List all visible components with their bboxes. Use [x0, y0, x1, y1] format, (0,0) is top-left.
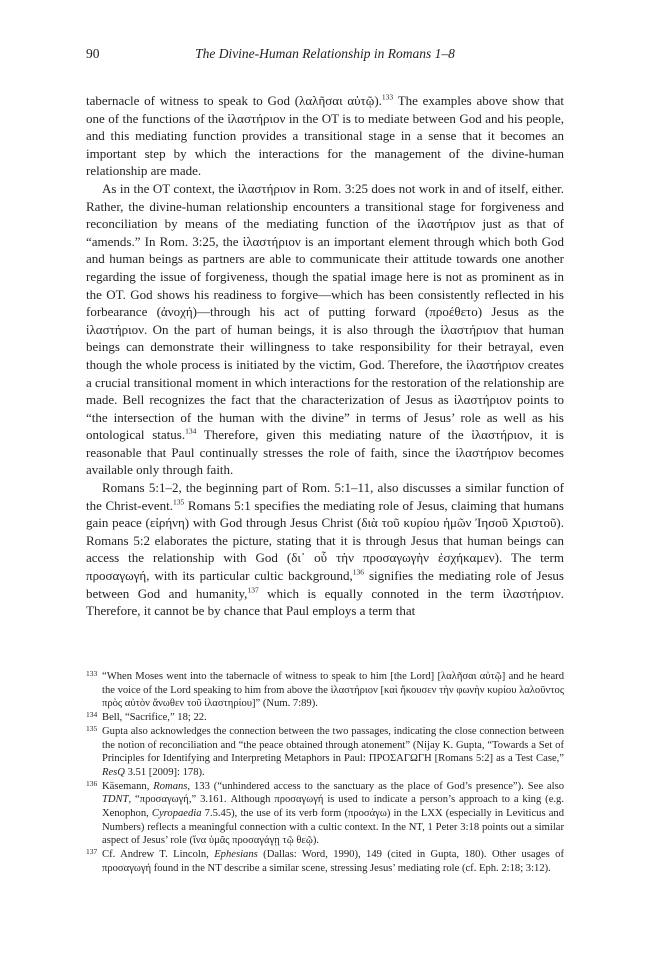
footnote-number: 134 [86, 710, 98, 720]
footnote-reference: 134 [185, 426, 197, 436]
italic-title: Romans [153, 780, 188, 792]
body-paragraph [86, 479, 564, 620]
running-head-title: The Divine-Human Relationship in Romans 1–8 [195, 46, 455, 61]
page-number: 90 [86, 46, 100, 61]
footnote [86, 711, 564, 725]
footnote-reference: 136 [352, 567, 365, 577]
text-run: Romans 5:1–2, the beginning part of Rom. 5:1–11, also discusses a similar function of the Christ-event. [86, 480, 564, 513]
footnote-reference: 137 [247, 585, 259, 595]
text-run: The examples above show that one of the functions of the ἱλαστήριον in the OT is to mediate between God and his people, and this mediating function provides a transitional stage in a sense that it becomes an important step by which the interactions for the management of the divine-human relationship are made. [86, 93, 564, 179]
text-run: Therefore, given this mediating nature of the ἱλαστήριον, it is reasonable that Paul continually stresses the role of faith, since the ἱλαστήριον becomes available only through faith. [86, 427, 564, 478]
main-text [86, 92, 564, 620]
text-run: Bell, “Sacrifice,” 18; 22. [102, 712, 207, 724]
text-run: , 133 (“unhindered access to the sanctuary as the place of God’s presence”). See also [187, 780, 564, 792]
text-run: tabernacle of witness to speak to God (λαλῆσαι αὐτῷ). [86, 93, 382, 108]
footnote [86, 670, 564, 711]
text-run: , “προσαγωγή,” 3.161. Although προσαγωγή is used to indicate a person’s approach to a king (e.g. Xenophon, [102, 794, 564, 820]
footnote-reference: 133 [381, 92, 394, 102]
text-run: 3.51 [2009]: 178). [124, 766, 205, 778]
footnote [86, 848, 564, 875]
text-run: 7.5.45), the use of its verb form (προσάγω) in the LXX (especially in Leviticus and Numbers) reflects a meaningful connection with a cultic context. In the NT, 1 Peter 3:18 points out a similar aspect of Jesus’ role (ἵνα ὑμᾶς προσαγάγῃ τῷ θεῷ). [102, 808, 564, 847]
footnote-number: 136 [86, 778, 98, 788]
text-run: signifies the mediating role of Jesus between God and humanity, [86, 568, 564, 601]
footnote [86, 725, 564, 780]
italic-title: ResQ [102, 766, 125, 778]
text-run: “When Moses went into the tabernacle of witness to speak to him [the Lord] [λαλῆσαι αὐτῷ] and he heard the voice of the Lord speaking to him from above the ἱλαστήριον [καὶ ἤκουσεν τὴν φωνὴν κυρίου λαλοῦντος πρὸς αὐτὸν ἄνωθεν τοῦ ἱλαστηρίου]” (Num. 7:89). [102, 671, 565, 710]
page-header [86, 45, 564, 63]
body-paragraph [86, 92, 564, 180]
footnote-number: 133 [86, 669, 98, 678]
text-run: Käsemann, [102, 780, 154, 792]
footnote [86, 780, 564, 849]
footnotes [86, 670, 564, 876]
footnote-reference: 135 [173, 497, 185, 507]
text-run: (Dallas: Word, 1990), 149 (cited in Gupta, 180). Other usages of προσαγωγή found in the NT describe a similar scene, stressing Jesus’ mediating role (cf. Eph. 2:18; 3:12). [102, 849, 564, 874]
italic-title: Ephesians [214, 849, 258, 861]
text-run: As in the OT context, the ἱλαστήριον in Rom. 3:25 does not work in and of itself, either. Rather, the divine-human relationship encounters a transitional stage for forgiveness and reconciliation by means of the mediating function of the ἱλαστήριον just as that of “amends.” In Rom. 3:25, the ἱλαστήριον is an important element through which both God and human beings as partners are able to communicate their attitude towards one another regarding the issue of forgiveness, though the spatial image here is not as prominent as in the OT. God shows his readiness to forgive—which has been consistently reflected in his forbearance (ἀνοχή)—through his act of putting forward (προέθετο) Jesus as the ἱλαστήριον. On the part of human beings, it is also through the ἱλαστήριον that human beings can demonstrate their willingness to take responsibility for their betrayal, even though the whole process is initiated by the victim, God. Therefore, the ἱλαστήριον creates a crucial transitional moment in which interactions for the restoration of the relationship are made. Bell recognizes the fact that the characterization of Jesus as ἱλαστήριον points to “the intersection of the human with the divine” in terms of Jesus’ role as well as his ontological status. [86, 180, 564, 443]
text-run: which is equally connoted in the term ἱλαστήριον. Therefore, it cannot be by chance that Paul employs a term that [86, 585, 564, 619]
body-paragraph [86, 180, 564, 479]
italic-title: Cyropaedia [151, 808, 202, 820]
footnote-number: 135 [86, 723, 98, 733]
text-run: Gupta also acknowledges the connection between the two passages, indicating the close connection between the notion of reconciliation and “the peace obtained through atonement” (Nijay K. Gupta, “Towards a Set of Principles for Identifying and Interpreting Metaphors in Paul: ΠΡΟΣΑΓΩΓΗ [Romans 5:2] as a Test Case,” [102, 725, 564, 765]
text-run: Cf. Andrew T. Lincoln, [102, 849, 215, 861]
italic-title: TDNT [102, 794, 129, 806]
footnote-number: 137 [86, 847, 98, 857]
text-run: Romans 5:1 specifies the mediating role of Jesus, claiming that humans gain peace (εἰρήνη) with God through Jesus Christ (διὰ τοῦ κυρίου ἡμῶν Ἰησοῦ Χριστοῦ). Romans 5:2 elaborates the picture, stating that it is through Jesus that human beings can access the relationship with God (δι᾽ οὗ τὴν προσαγωγὴν ἐσχήκαμεν). The term προσαγωγή, with its particular cultic background, [86, 497, 564, 584]
